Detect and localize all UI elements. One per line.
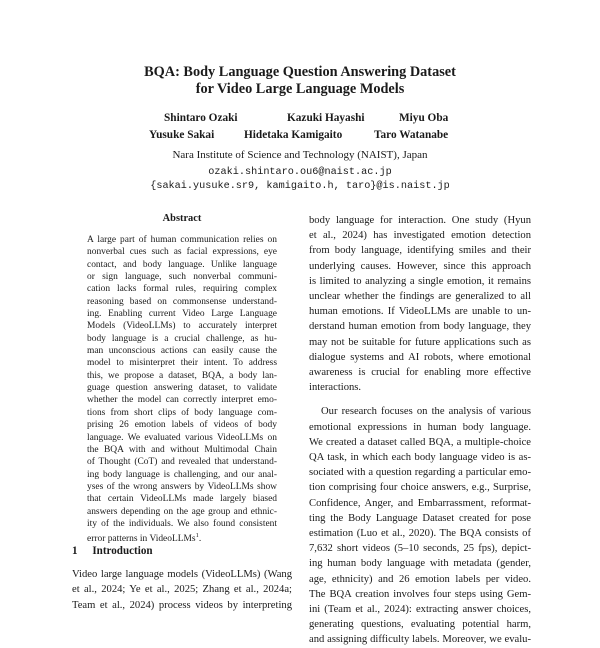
author-name: Shintaro Ozaki [164,112,238,124]
intro-right-column [309,213,531,648]
text-line: derstand human emotion from body language, they [309,321,531,333]
text-line: estimation (Luo et al., 2020). The BQA consists of [309,528,531,540]
text-line: and assigning difficulty labels. Moreover, we evalu- [309,634,531,646]
abstract-line: body language is a crucial challenge, as hu- [87,333,277,344]
text-line: We created a dataset called BQA, a multiple-choice [309,436,531,448]
author-name: Kazuki Hayashi [287,112,365,124]
abstract-line: ity of the individuals. We also found consistent [87,518,277,529]
abstract-line: contact, and body language. Unlike language [87,259,277,270]
abstract-line: whether the model can correctly interpret emo- [87,395,277,406]
abstract-line: answers depending on the age group and ethnic- [87,506,277,517]
abstract-line: the BQA with and without Multimodal Chain [87,444,277,455]
text-line: ini (Team et al., 2024): extracting answer choices, [309,604,531,616]
text-line: may not be suitable for future applications such as [309,336,531,348]
paper-title [0,64,600,98]
abstract-line: that certain VideoLLMs made largely biased [87,494,277,505]
abstract-line: man unconscious actions can easily cause the [87,346,277,357]
footnote-mark: 1 [195,532,199,540]
text-line: is limited to analyzing a single emotion, it remains [309,275,531,287]
title-line: BQA: Body Language Question Answering Dataset [144,64,456,80]
abstract-body [87,234,277,546]
abstract-line: ing. Enabling current Video Large Language [87,309,277,320]
text-line: ing human body language with metadata (gender, [309,558,531,570]
text-line: ting the Body Language Dataset created for pose [309,512,531,524]
text-line: sociated with a question regarding a particular emo- [309,467,531,479]
text-line: The BQA creation involves four steps using Gem- [309,588,531,600]
section-title: Introduction [92,545,153,557]
text-line: et al., 2024) has investigated emotion detection [309,230,531,242]
author-name: Miyu Oba [399,112,449,124]
text-line: QA task, in which each body language video is as- [309,452,531,464]
abstract-line: tions from short clips of body language com- [87,407,277,418]
text-line: from body language, identifying smiles and their [309,245,531,257]
email-line: ozaki.shintaro.ou6@naist.ac.jp [208,167,392,178]
abstract-heading: Abstract [162,213,202,224]
abstract-line: language. We evaluated various VideoLLMs on [87,432,277,443]
text-line: dialogue systems and AI robots, where emotional [309,351,531,363]
abstract-line: cation lacks formal rules, requiring complex [87,284,277,295]
paragraph [309,213,531,395]
author-name: Hidetaka Kamigaito [244,129,343,141]
author-name: Taro Watanabe [374,129,449,141]
abstract-line: Models (VideoLLMs) to accurately interpret [87,321,277,332]
abstract-line: error patterns in VideoLLMs$^1$. [87,532,202,545]
text-line: 7,632 short videos (5–10 seconds, 25 fps), depict- [309,543,531,555]
text-line: awareness is crucial for enabling more effective [309,367,531,379]
abstract-line: this, we propose a dataset, BQA, a body lan- [87,370,277,381]
text-line: Video large language models (VideoLLMs) (Wang [72,569,292,580]
text-line: emotional expressions in human body language. [309,421,531,433]
abstract-line: A large part of human communication relies on [87,235,277,245]
section-number: 1 [72,545,78,557]
text-line: Confidence, Anger, and Embarrassment, reformat- [309,497,531,509]
abstract-line: guage question answering dataset, to validate [87,383,277,394]
abstract-line: of Thought (CoT) and revealed that understand- [87,457,277,468]
text-line: Our research focuses on the analysis of various [321,406,531,418]
intro-left-column [72,567,292,613]
abstract-line: or sign language, such nonverbal communi- [87,272,277,283]
abstract-line: yses of the wrong answers by VideoLLMs show [87,481,277,492]
abstract-line: nonverbal cues such as facial expressions, eye [87,247,277,258]
abstract-line: reasoning based on commonsense understand- [87,296,277,307]
text-line: tion comprising four choice answers, e.g., Surprise, [309,482,531,494]
abstract-line: model to misinterpret their intent. To address [87,358,277,369]
text-line: unclear whether the findings are generalized to all [309,291,531,303]
text-line: human emotions. If VideoLLMs are unable to un- [309,306,531,318]
text-line: age, ethnicity) and 26 emotion labels per video. [309,573,531,585]
title-line: for Video Large Language Models [195,81,405,97]
text-line: et al., 2024; Ye et al., 2025; Zhang et al., 2024a; [72,584,292,596]
affiliation: Nara Institute of Science and Technology (NAIST), Japan [172,149,428,161]
author-name: Yusuke Sakai [149,129,215,141]
text-line: underlying causes. However, since this approach [309,260,531,272]
text-line: body language for interaction. One study (Hyun [309,215,531,226]
text-line: interactions. [309,382,362,394]
text-line: Team et al., 2024) process videos by interpreting [72,599,292,611]
abstract-line: prising 26 emotion labels of videos of body [87,420,277,431]
section-heading [72,545,153,557]
abstract-line: ing body language is challenging, and our anal- [87,469,277,480]
paragraph [309,404,531,647]
email-line: {sakai.yusuke.sr9, kamigaito.h, taro}@is.naist.jp [150,181,450,192]
text-line: generating questions, evaluating potential harm, [309,619,531,631]
